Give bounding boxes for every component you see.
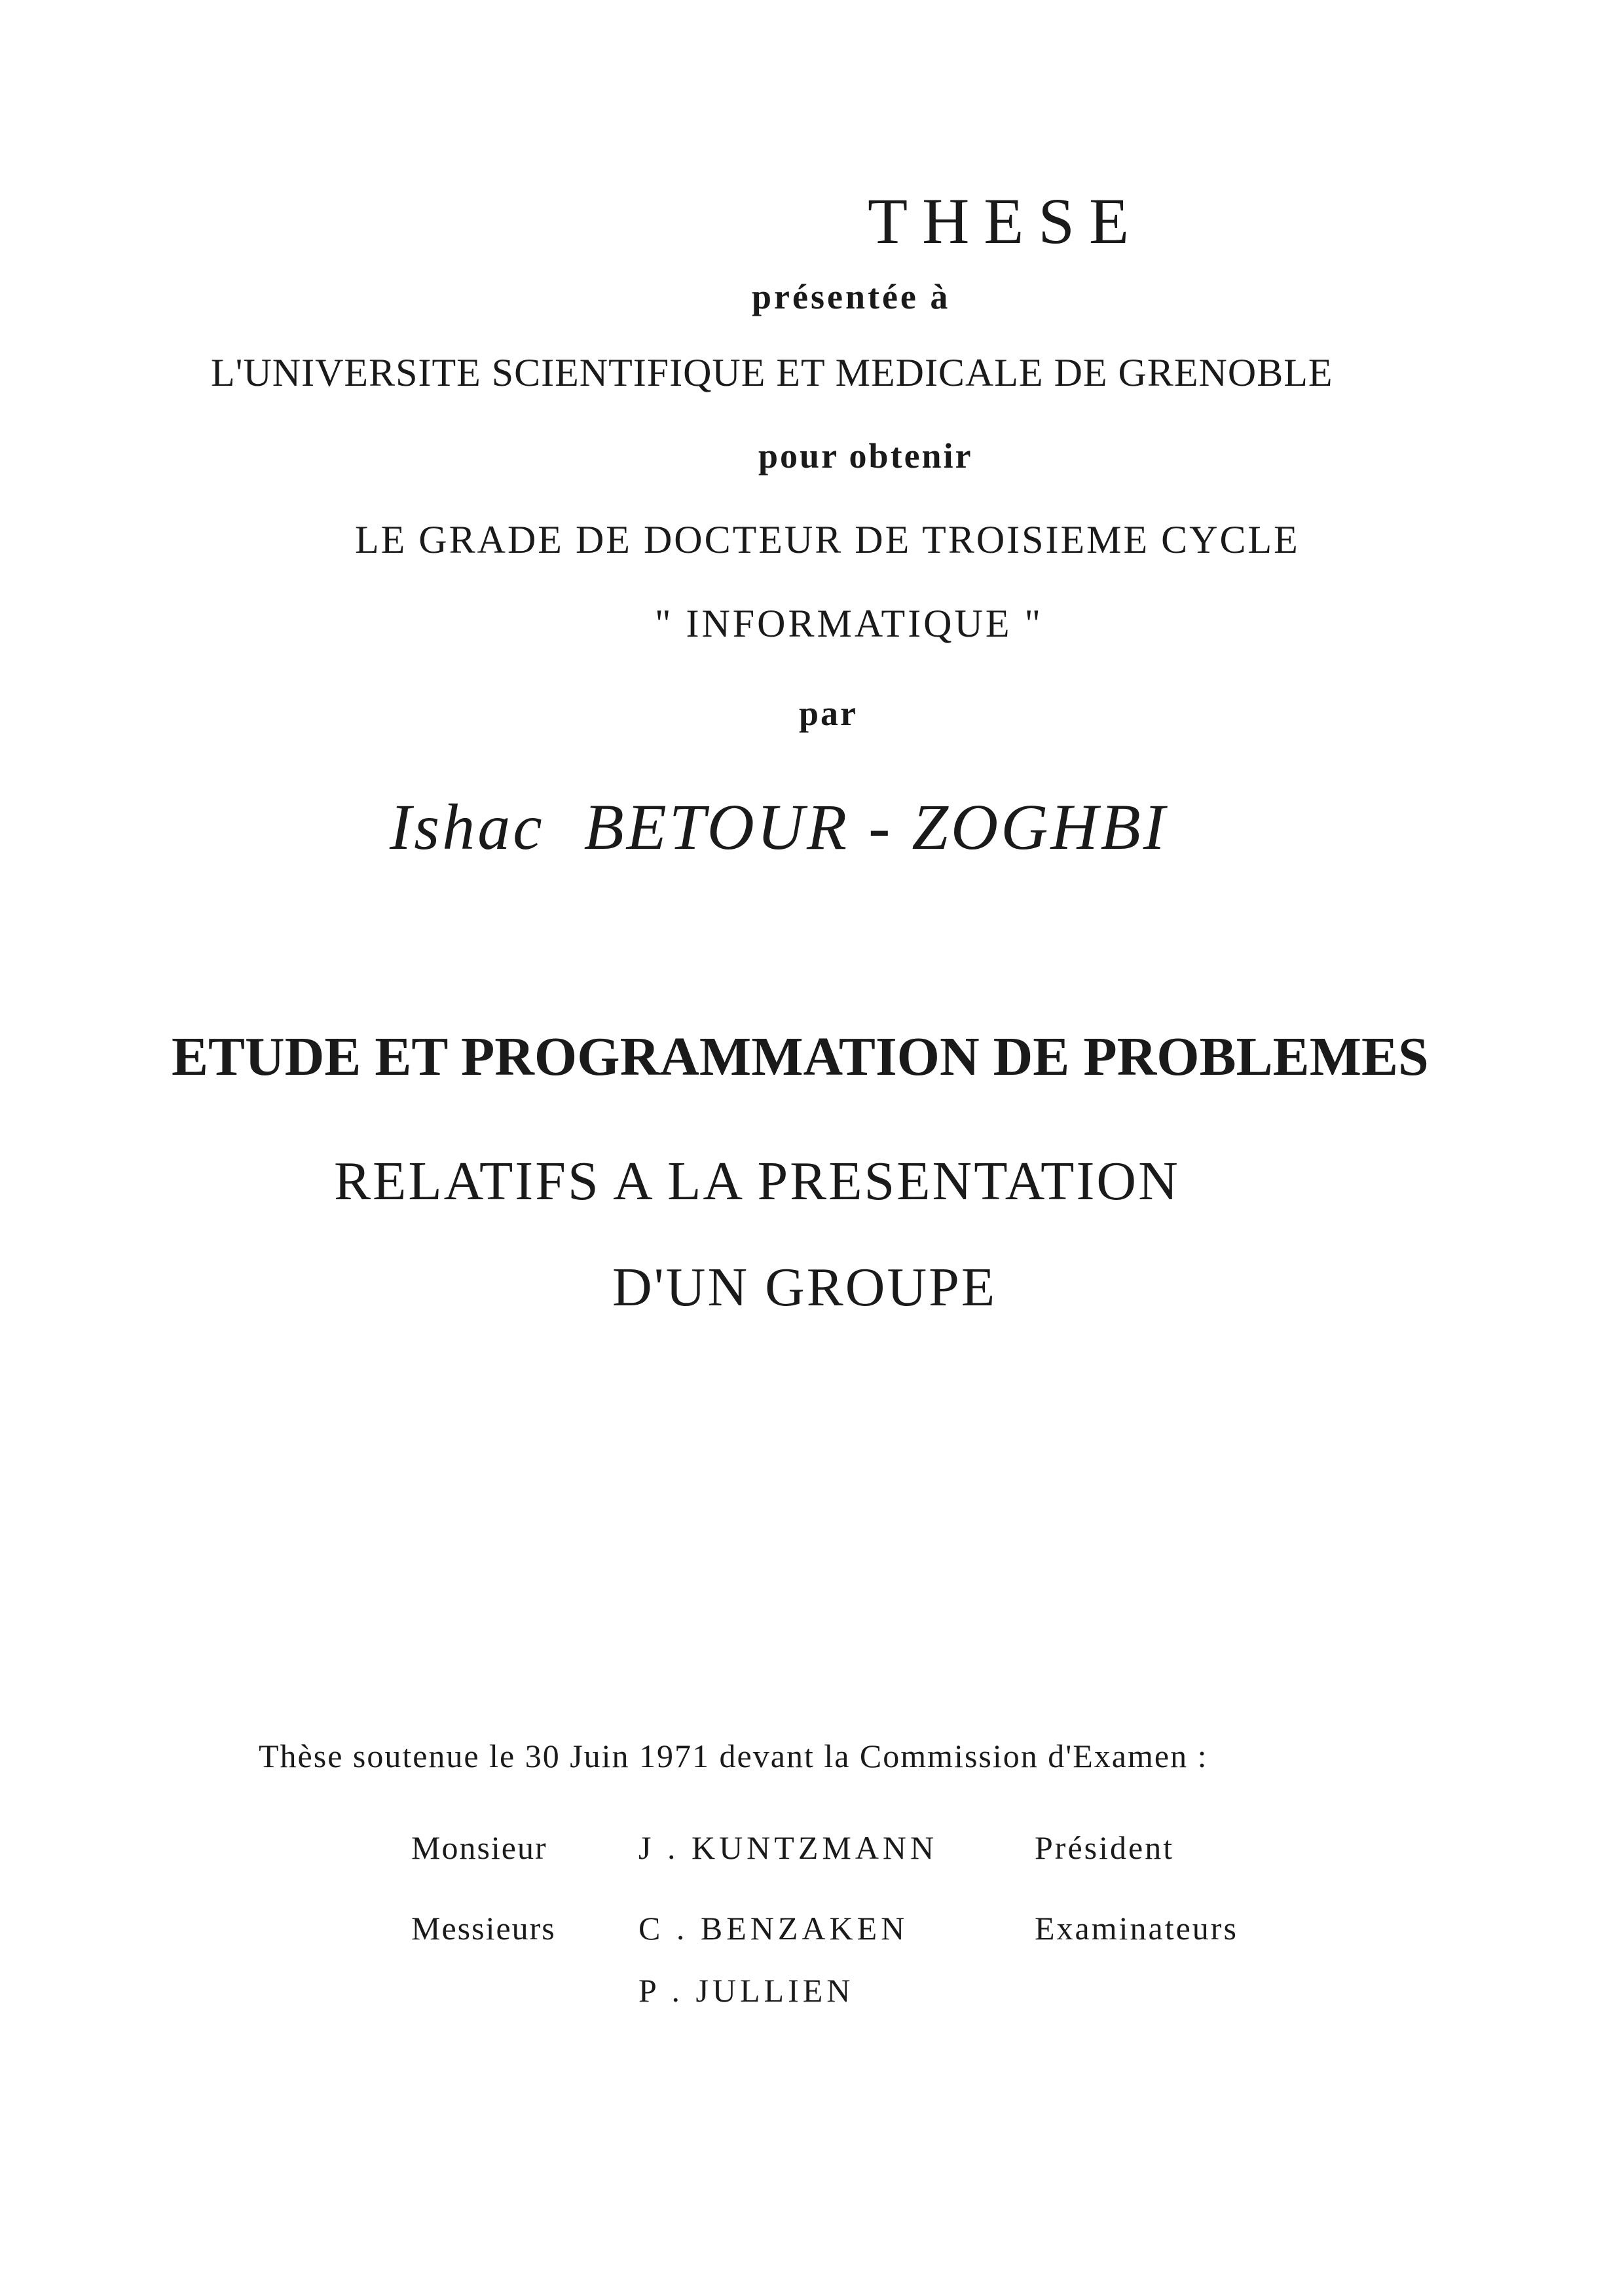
jury-role: Examinateurs bbox=[1035, 1910, 1238, 1947]
jury-title: Monsieur bbox=[411, 1829, 547, 1866]
document-heading: THESE bbox=[868, 185, 1144, 257]
thesis-title-line-3: D'UN GROUPE bbox=[612, 1257, 997, 1318]
jury-name: P . JULLIEN bbox=[638, 1972, 855, 2009]
thesis-title-line-1: ETUDE ET PROGRAMMATION DE PROBLEMES bbox=[172, 1026, 1429, 1087]
jury-title: Messieurs bbox=[411, 1910, 556, 1947]
purpose-text: pour obtenir bbox=[758, 436, 973, 476]
defense-statement: Thèse soutenue le 30 Juin 1971 devant la Commission d'Examen : bbox=[259, 1738, 1208, 1774]
specialty-text: " INFORMATIQUE " bbox=[655, 602, 1043, 645]
by-text: par bbox=[799, 694, 858, 733]
author-last-name: BETOUR - ZOGHBI bbox=[583, 791, 1168, 863]
jury-name: J . KUNTZMANN bbox=[638, 1829, 938, 1866]
author-first-name: Ishac bbox=[390, 791, 545, 863]
presented-to-text: présentée à bbox=[752, 277, 951, 316]
thesis-title-line-2: RELATIFS A LA PRESENTATION bbox=[334, 1151, 1180, 1212]
jury-role: Président bbox=[1035, 1829, 1175, 1866]
university-name: L'UNIVERSITE SCIENTIFIQUE ET MEDICALE DE GRENOBLE bbox=[211, 351, 1333, 394]
degree-name: LE GRADE DE DOCTEUR DE TROISIEME CYCLE bbox=[355, 518, 1300, 561]
jury-name: C . BENZAKEN bbox=[638, 1910, 909, 1947]
